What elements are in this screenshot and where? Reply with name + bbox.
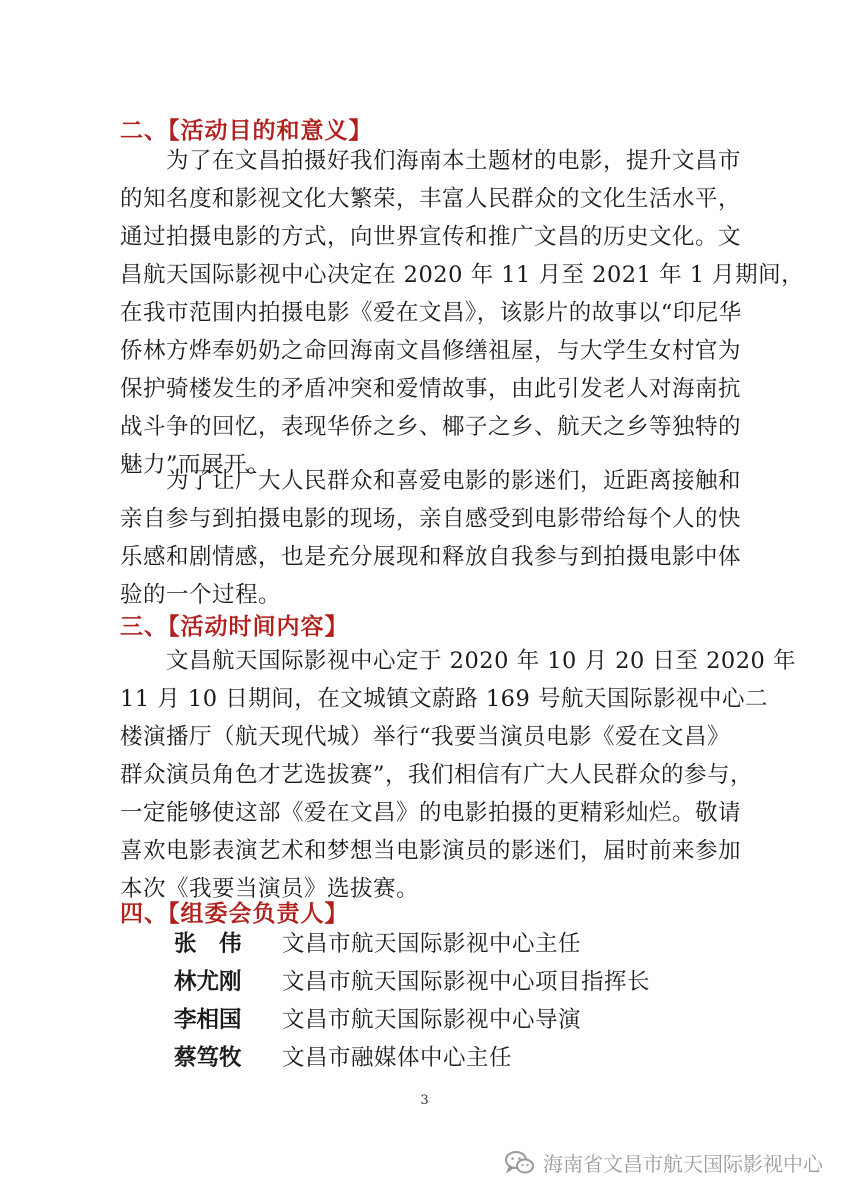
paragraph-line: 群众演员角色才艺选拔赛”，我们相信有广大人民群众的参与， (120, 762, 754, 788)
member-name: 林尤刚 (174, 969, 242, 995)
paragraph-line: 昌航天国际影视中心决定在 2020 年 11 月至 2021 年 1 月期间， (120, 262, 805, 288)
paragraph-line: 在我市范围内拍摄电影《爱在文昌》，该影片的故事以“印尼华 (120, 300, 742, 326)
page-number: 3 (420, 1093, 429, 1108)
committee-member (120, 963, 760, 1001)
paragraph-line: 喜欢电影表演艺术和梦想当电影演员的影迷们，届时前来参加 (120, 838, 742, 864)
paragraph-line: 楼演播厅（航天现代城）举行“我要当演员电影《爱在文昌》 (120, 724, 731, 750)
paragraph-line: 为了让广大人民群众和喜爱电影的影迷们，近距离接触和 (166, 468, 742, 494)
paragraph-line: 文昌航天国际影视中心定于 2020 年 10 月 20 日至 2020 年 (166, 648, 796, 674)
paragraph-line: 战斗争的回忆，表现华侨之乡、椰子之乡、航天之乡等独特的 (120, 414, 742, 440)
watermark-text: 海南省文昌市航天国际影视中心 (543, 1152, 823, 1176)
paragraph-line: 11 月 10 日期间，在文城镇文蔚路 169 号航天国际影视中心二 (120, 686, 768, 712)
member-role: 文昌市融媒体中心主任 (282, 1045, 513, 1071)
paragraph-line: 验的一个过程。 (120, 582, 282, 608)
wechat-watermark (505, 1148, 823, 1177)
member-role: 文昌市航天国际影视中心项目指挥长 (282, 969, 651, 995)
paragraph-line: 的知名度和影视文化大繁荣，丰富人民群众的文化生活水平， (120, 186, 742, 212)
member-name: 蔡笃牧 (174, 1045, 242, 1071)
paragraph-line: 乐感和剧情感，也是充分展现和释放自我参与到拍摄电影中体 (120, 544, 742, 570)
committee-member-list (120, 925, 760, 1077)
member-role: 文昌市航天国际影视中心主任 (282, 931, 582, 957)
section-3-paragraph (120, 642, 796, 908)
committee-member (120, 1001, 760, 1039)
paragraph-line: 一定能够使这部《爱在文昌》的电影拍摄的更精彩灿烂。敬请 (120, 800, 742, 826)
paragraph-line: 保护骑楼发生的矛盾冲突和爱情故事，由此引发老人对海南抗 (120, 376, 742, 402)
section-4-heading: 四、【组委会负责人】 (120, 901, 349, 927)
section-2-paragraph-1 (120, 142, 805, 484)
committee-member (120, 925, 760, 963)
paragraph-line: 亲自参与到拍摄电影的现场，亲自感受到电影带给每个人的快 (120, 506, 742, 532)
paragraph-line: 为了在文昌拍摄好我们海南本土题材的电影，提升文昌市 (166, 148, 742, 174)
paragraph-line: 侨林方烨奉奶奶之命回海南文昌修缮祖屋，与大学生女村官为 (120, 338, 742, 364)
member-role: 文昌市航天国际影视中心导演 (282, 1007, 582, 1033)
section-2-heading: 二、【活动目的和意义】 (120, 118, 373, 144)
member-name: 张 伟 (174, 931, 242, 957)
section-2-paragraph-2 (120, 462, 760, 614)
paragraph-line: 通过拍摄电影的方式，向世界宣传和推广文昌的历史文化。文 (120, 224, 742, 250)
committee-member (120, 1039, 760, 1077)
member-name: 李相国 (174, 1007, 242, 1033)
section-3-heading: 三、【活动时间内容】 (120, 614, 349, 640)
wechat-icon (505, 1150, 535, 1176)
paragraph-line: 本次《我要当演员》选拔赛。 (120, 876, 420, 902)
paragraph-line: 魅力”而展开。 (120, 452, 271, 478)
